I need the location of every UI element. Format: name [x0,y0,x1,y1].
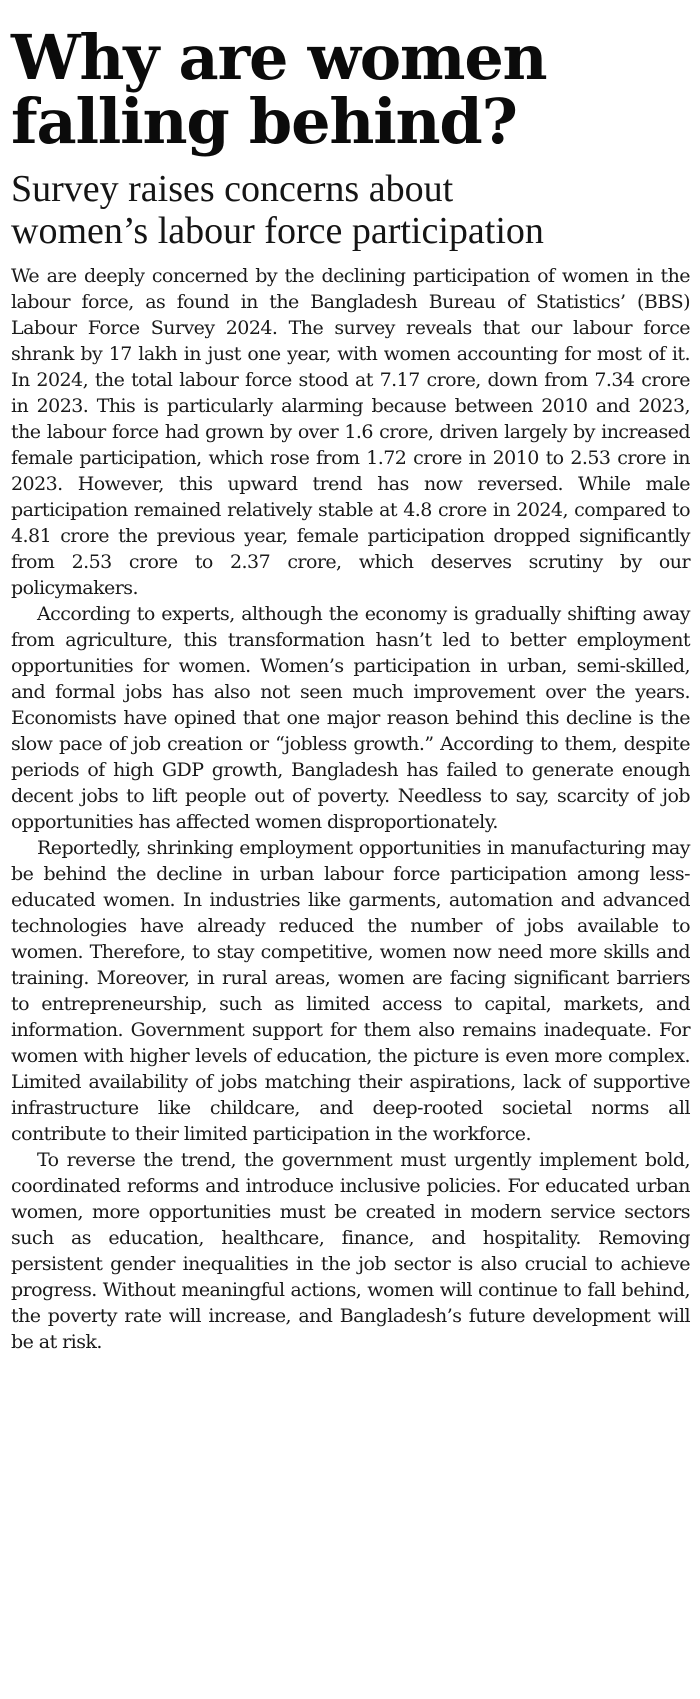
article-body [11,263,690,1355]
body-paragraph-3: Reportedly, shrinking employment opportunities in manufacturing may be behind the decline in urban labour force participation among less-educated women. In industries like garments, automation and advanced technologies have already reduced the number of jobs available to women. Therefore, to stay competitive, women now need more skills and training. Moreover, in rural areas, women are facing significant barriers to entrepreneurship, such as limited access to capital, markets, and information. Government support for them also remains inadequate. For women with higher levels of education, the picture is even more complex. Limited availability of jobs matching their aspirations, lack of supportive infrastructure like childcare, and deep-rooted societal norms all contribute to their limited participation in the workforce. [11,837,690,1145]
body-paragraph-1: We are deeply concerned by the declining participation of women in the labour force, as found in the Bangladesh Bureau of Statistics’ (BBS) Labour Force Survey 2024. The survey reveals that our labour force shrank by 17 lakh in just one year, with women accounting for most of it. In 2024, the total labour force stood at 7.17 crore, down from 7.34 crore in 2023. This is particularly alarming because between 2010 and 2023, the labour force had grown by over 1.6 crore, driven largely by increased female participation, which rose from 1.72 crore in 2010 to 2.53 crore in 2023. However, this upward trend has now reversed. While male participation remained relatively stable at 4.8 crore in 2024, compared to 4.81 crore the previous year, female participation dropped significantly from 2.53 crore to 2.37 crore, which deserves scrutiny by our policymakers. [11,265,690,599]
body-paragraph-4: To reverse the trend, the government must urgently implement bold, coordinated reforms and introduce inclusive policies. For educated urban women, more opportunities must be created in modern service sectors such as education, healthcare, finance, and hospitality. Removing persistent gender inequalities in the job sector is also crucial to achieve progress. Without meaningful actions, women will continue to fall behind, the poverty rate will increase, and Bangladesh’s future development will be at risk. [11,1149,690,1353]
headline-line-2: falling behind? [11,85,517,158]
headline [11,21,690,158]
body-paragraph-2: According to experts, although the economy is gradually shifting away from agriculture, this transformation hasn’t led to better employment opportunities for women. Women’s participation in urban, semi-skilled, and formal jobs has also not seen much improvement over the years. Economists have opined that one major reason behind this decline is the slow pace of job creation or “jobless growth.” According to them, despite periods of high GDP growth, Bangladesh has failed to generate enough decent jobs to lift people out of poverty. Needless to say, scarcity of job opportunities has affected women disproportionately. [11,603,690,833]
headline-line-1: Why are women [11,21,547,94]
subheadline-line-1: Survey raises concerns about [11,168,454,210]
subheadline [11,168,690,252]
subheadline-line-2: women’s labour force participation [11,210,544,252]
